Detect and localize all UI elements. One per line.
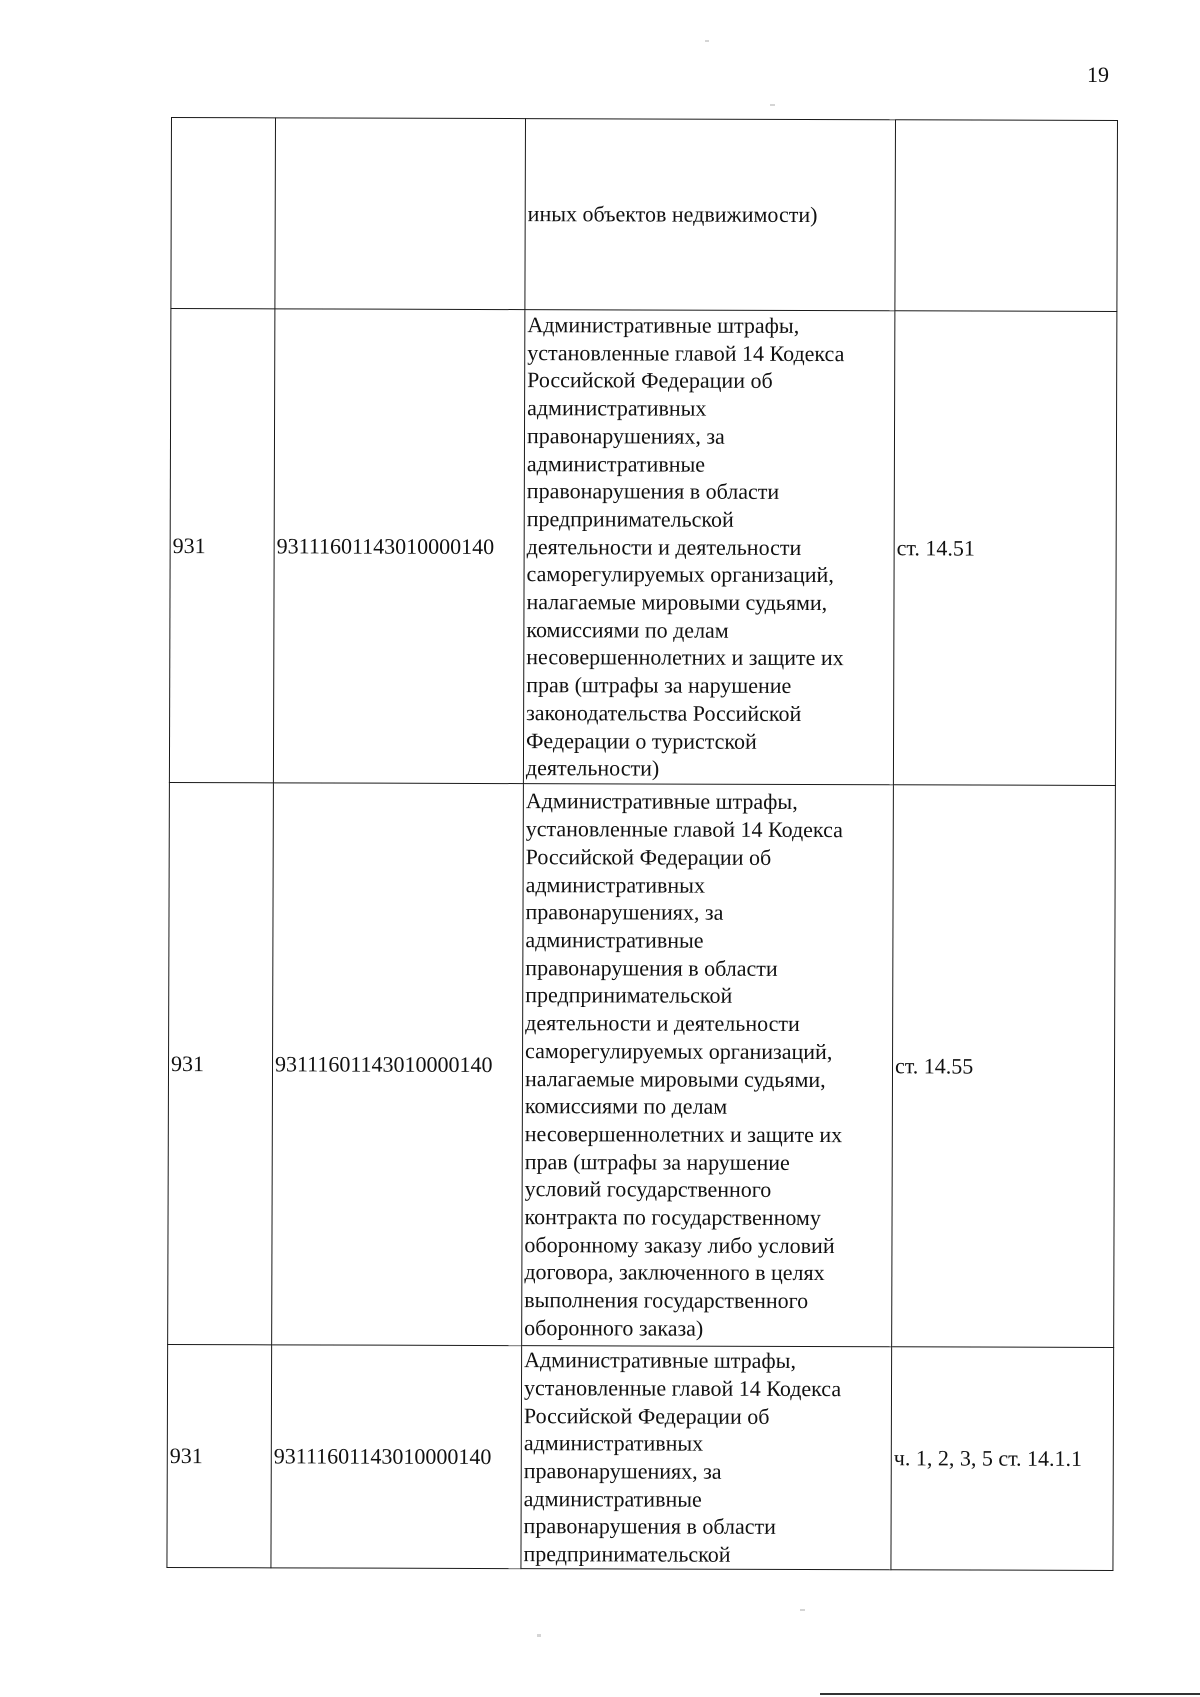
table-row: [167, 1344, 1114, 1570]
scan-edge-line: [820, 1693, 1200, 1695]
scan-speck: [537, 1634, 541, 1637]
table-row: [168, 782, 1116, 1347]
scan-speck: [770, 104, 775, 106]
article-cell: ст. 14.55: [892, 785, 1116, 1348]
table-row: [171, 118, 1118, 312]
kbk-code-cell: [275, 118, 526, 310]
admin-code-cell: 931: [169, 309, 274, 783]
kbk-code-cell: 93111601143010000140: [271, 1345, 522, 1569]
scan-speck: [800, 1609, 805, 1611]
description-text: Административные штрафы, установленные главой 14 Кодекса Российской Федерации об административных правонарушениях, за административные правонарушения в области предпринимательской деятельности и деятельности саморегулируемых организаций, налагаемые мировыми судьями, комиссиями по делам несовершеннолетних и защите их прав (штрафы за нарушение законодательства Российской Федерации о туристской деятельности): [525, 312, 845, 781]
admin-code-cell: 931: [168, 782, 274, 1344]
description-text: Административные штрафы, установленные главой 14 Кодекса Российской Федерации об административных правонарушениях, за административные правонарушения в области предпринимательской деятельности и деятельности саморегулируемых организаций, налагаемые мировыми судьями, комиссиями по делам несовершеннолетних и защите их прав (штрафы за нарушение условий государственного контракта по государственному оборонному заказу либо условий договора, заключенного в целях выполнения государственного оборонного заказа): [524, 788, 843, 1341]
description-cell: [525, 119, 896, 311]
fines-table: [166, 117, 1118, 1571]
kbk-code-cell: 93111601143010000140: [272, 783, 524, 1346]
description-cell: [523, 310, 894, 785]
admin-code-cell: [171, 118, 276, 309]
article-cell: [895, 120, 1118, 312]
kbk-code-cell: 93111601143010000140: [273, 309, 524, 784]
table-row: [169, 309, 1116, 786]
scan-speck: [705, 40, 709, 42]
article-cell: ст. 14.51: [893, 311, 1116, 786]
article-cell: ч. 1, 2, 3, 5 ст. 14.1.1: [891, 1347, 1114, 1571]
description-text: Административные штрафы, установленные главой 14 Кодекса Российской Федерации об административных правонарушениях, за административные правонарушения в области предпринимательской: [523, 1347, 842, 1567]
description-text: иных объектов недвижимости): [527, 201, 818, 228]
description-cell: [522, 784, 894, 1347]
page-number: 19: [1087, 62, 1109, 87]
admin-code-cell: 931: [167, 1344, 272, 1567]
description-cell: [521, 1346, 892, 1570]
